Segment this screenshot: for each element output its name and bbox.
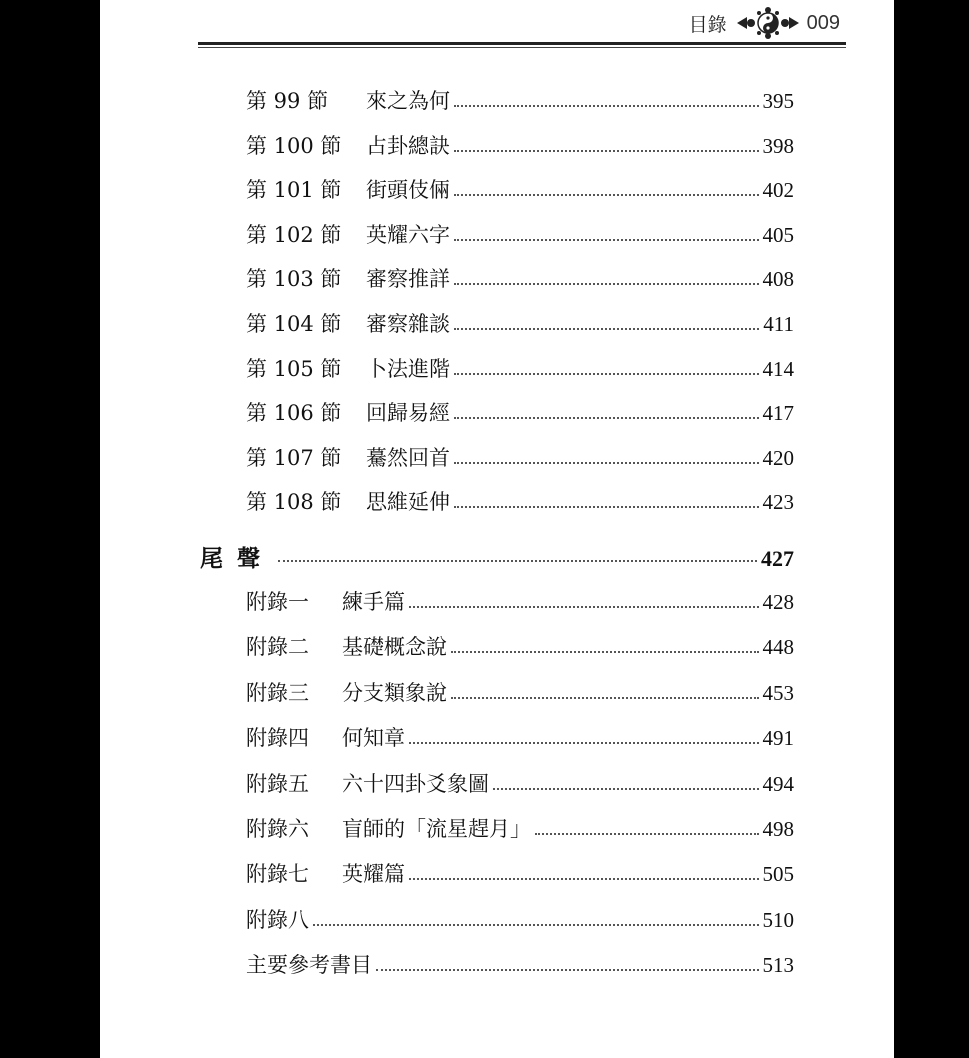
section-title: 占卦總訣 — [366, 133, 450, 158]
toc-row — [246, 486, 794, 516]
appendix-number: 附錄一 — [246, 590, 309, 614]
dot-leader — [451, 697, 759, 699]
appendix-page: 494 — [762, 771, 794, 796]
dot-leader — [454, 506, 759, 508]
appendix-page: 505 — [762, 862, 794, 887]
toc-row — [246, 813, 794, 843]
toc-row — [246, 397, 794, 427]
section-page: 405 — [762, 222, 794, 247]
section-page: 423 — [762, 490, 794, 515]
appendix-page: 510 — [762, 907, 794, 932]
header-page-number: 009 — [806, 11, 840, 34]
appendix-title: 練手篇 — [342, 590, 405, 614]
appendix-number: 附錄七 — [246, 862, 309, 887]
appendix-page: 498 — [762, 817, 794, 841]
toc-chapter-row — [200, 540, 794, 570]
toc-row — [246, 219, 794, 249]
chapter-title: 尾聲 — [200, 545, 274, 572]
section-title: 思維延伸 — [366, 490, 450, 515]
toc-row — [246, 631, 794, 661]
appendix-number: 附錄三 — [246, 680, 309, 705]
running-header — [689, 6, 840, 40]
appendix-number: 附錄八 — [246, 907, 309, 932]
dot-leader — [451, 651, 759, 653]
section-page: 398 — [762, 133, 794, 158]
section-number: 第 106 節 — [246, 401, 342, 426]
appendix-title: 英耀篇 — [342, 862, 405, 887]
toc-row — [246, 677, 794, 707]
dot-leader — [409, 878, 759, 880]
toc-row — [246, 308, 794, 338]
appendix-page: 491 — [762, 726, 794, 751]
dot-leader — [454, 105, 759, 107]
section-number: 第 99 節 — [246, 89, 329, 113]
dot-leader — [278, 560, 757, 562]
appendix-number: 附錄四 — [246, 726, 309, 751]
toc-row — [246, 130, 794, 160]
section-title: 卜法進階 — [366, 356, 450, 381]
appendix-title: 分支類象說 — [342, 680, 447, 705]
toc-row — [246, 904, 794, 934]
section-page: 411 — [763, 312, 794, 336]
appendix-title: 六十四卦爻象圖 — [342, 771, 489, 796]
toc-row — [246, 722, 794, 752]
section-number: 第 108 節 — [246, 490, 342, 515]
appendix-page: 428 — [762, 590, 794, 614]
header-rule — [198, 42, 846, 45]
section-number: 第 100 節 — [246, 133, 342, 158]
section-number: 第 101 節 — [246, 178, 342, 203]
appendix-title: 何知章 — [342, 726, 405, 751]
dot-leader — [493, 788, 759, 790]
toc-row — [246, 85, 794, 115]
dot-leader — [454, 150, 759, 152]
toc-row — [246, 949, 794, 979]
section-number: 第 105 節 — [246, 356, 342, 381]
toc-row — [246, 442, 794, 472]
appendix-number: 附錄六 — [246, 817, 309, 841]
appendix-title: 盲師的「流星趕月」 — [342, 817, 531, 841]
section-number: 第 103 節 — [246, 267, 342, 292]
section-number: 第 107 節 — [246, 445, 342, 470]
section-title: 回歸易經 — [366, 401, 450, 426]
dot-leader — [376, 969, 759, 971]
book-page — [100, 0, 894, 1058]
section-page: 395 — [762, 89, 794, 113]
section-number: 第 102 節 — [246, 222, 342, 247]
section-page: 408 — [762, 267, 794, 292]
appendix-title: 基礎概念說 — [342, 635, 447, 660]
section-page: 420 — [762, 445, 794, 470]
section-title: 英耀六字 — [366, 222, 450, 247]
toc-row — [246, 353, 794, 383]
header-title: 目錄 — [688, 13, 727, 36]
dot-leader — [454, 373, 759, 375]
section-title: 驀然回首 — [366, 445, 450, 470]
toc-row — [246, 586, 794, 616]
section-title: 審察雜談 — [366, 312, 450, 336]
dot-leader — [454, 417, 759, 419]
dot-leader — [454, 328, 759, 330]
section-page: 417 — [762, 401, 794, 426]
section-title: 審察推詳 — [366, 267, 450, 292]
dot-leader — [409, 606, 759, 608]
toc-row — [246, 768, 794, 798]
appendix-number: 附錄二 — [246, 635, 309, 660]
dot-leader — [454, 194, 759, 196]
appendix-number: 附錄五 — [246, 771, 309, 796]
toc-row — [246, 174, 794, 204]
toc-row — [246, 858, 794, 888]
dot-leader — [454, 239, 759, 241]
dot-leader — [454, 462, 759, 464]
section-page: 414 — [762, 356, 794, 381]
yin-yang-ornament-icon — [733, 6, 803, 40]
appendix-number: 主要參考書目 — [246, 953, 372, 978]
dot-leader — [313, 924, 759, 926]
section-page: 402 — [762, 178, 794, 203]
chapter-page: 427 — [761, 546, 794, 571]
appendix-page: 513 — [762, 953, 794, 978]
appendix-page: 453 — [762, 680, 794, 705]
appendix-page: 448 — [762, 635, 794, 660]
section-title: 來之為何 — [366, 89, 450, 113]
dot-leader — [409, 742, 759, 744]
dot-leader — [454, 283, 759, 285]
section-title: 街頭伎倆 — [366, 178, 450, 203]
toc-row — [246, 263, 794, 293]
header-rule-thin — [198, 47, 846, 48]
dot-leader — [535, 833, 759, 835]
section-number: 第 104 節 — [246, 312, 342, 336]
